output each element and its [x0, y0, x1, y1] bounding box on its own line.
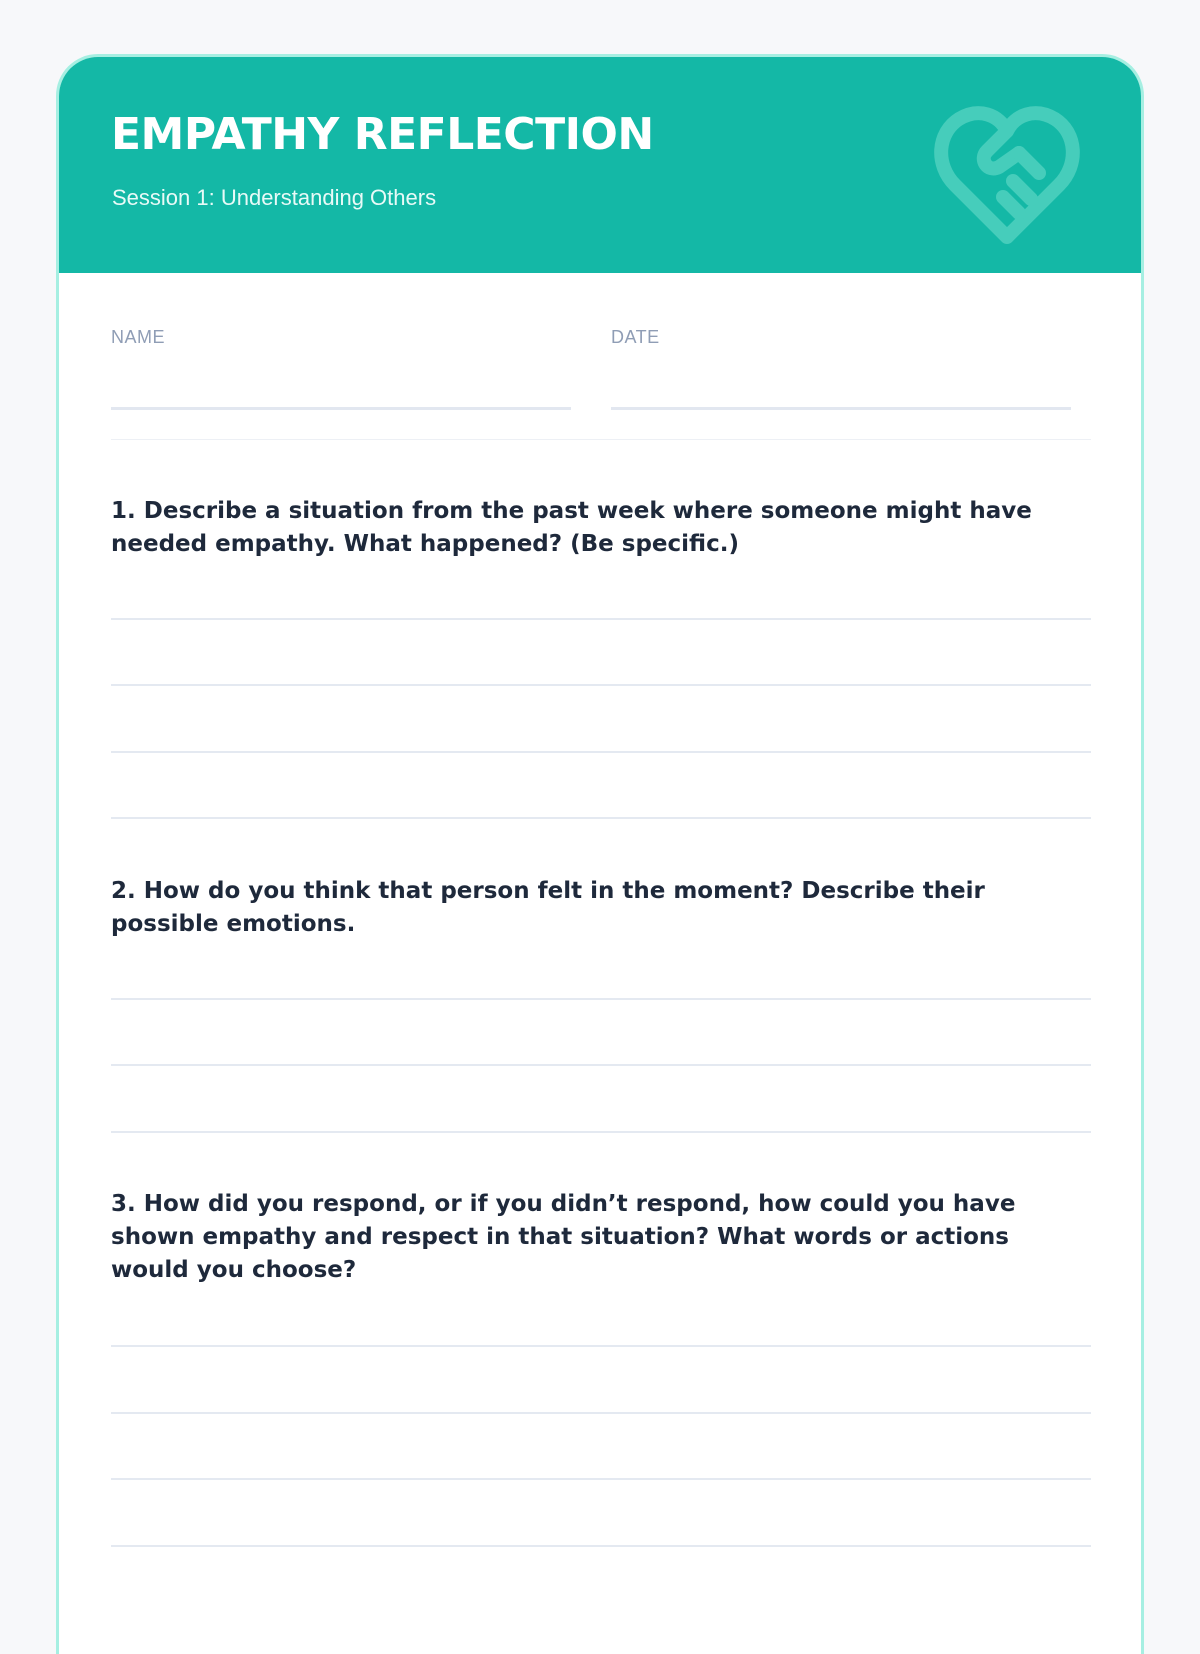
answer-line[interactable]: [111, 1064, 1091, 1066]
worksheet-header: [59, 57, 1141, 273]
answer-line[interactable]: [111, 618, 1091, 620]
page-title: EMPATHY REFLECTION: [111, 109, 654, 160]
answer-line[interactable]: [111, 751, 1091, 753]
question-2: 2. How do you think that person felt in the moment? Describe their possible emotions.: [111, 878, 985, 937]
date-field[interactable]: [611, 407, 1071, 410]
answer-line[interactable]: [111, 684, 1091, 686]
answer-line[interactable]: [111, 1131, 1091, 1133]
heart-handshake-icon: [927, 97, 1087, 247]
section-divider: [111, 439, 1091, 440]
session-subtitle: Session 1: Understanding Others: [112, 185, 437, 210]
answer-line[interactable]: [111, 1478, 1091, 1480]
question-3: 3. How did you respond, or if you didn’t respond, how could you have shown empathy and respect in that situation? What words or actions would you choose?: [111, 1191, 1016, 1283]
name-field[interactable]: [111, 407, 571, 410]
question-1: 1. Describe a situation from the past week where someone might have needed empathy. What happened? (Be specific.): [111, 498, 1032, 557]
answer-line[interactable]: [111, 1345, 1091, 1347]
date-label: DATE: [611, 327, 660, 347]
answer-line[interactable]: [111, 998, 1091, 1000]
answer-line[interactable]: [111, 817, 1091, 819]
worksheet-card: [56, 54, 1144, 1654]
name-label: NAME: [111, 327, 166, 347]
answer-line[interactable]: [111, 1545, 1091, 1547]
answer-line[interactable]: [111, 1412, 1091, 1414]
